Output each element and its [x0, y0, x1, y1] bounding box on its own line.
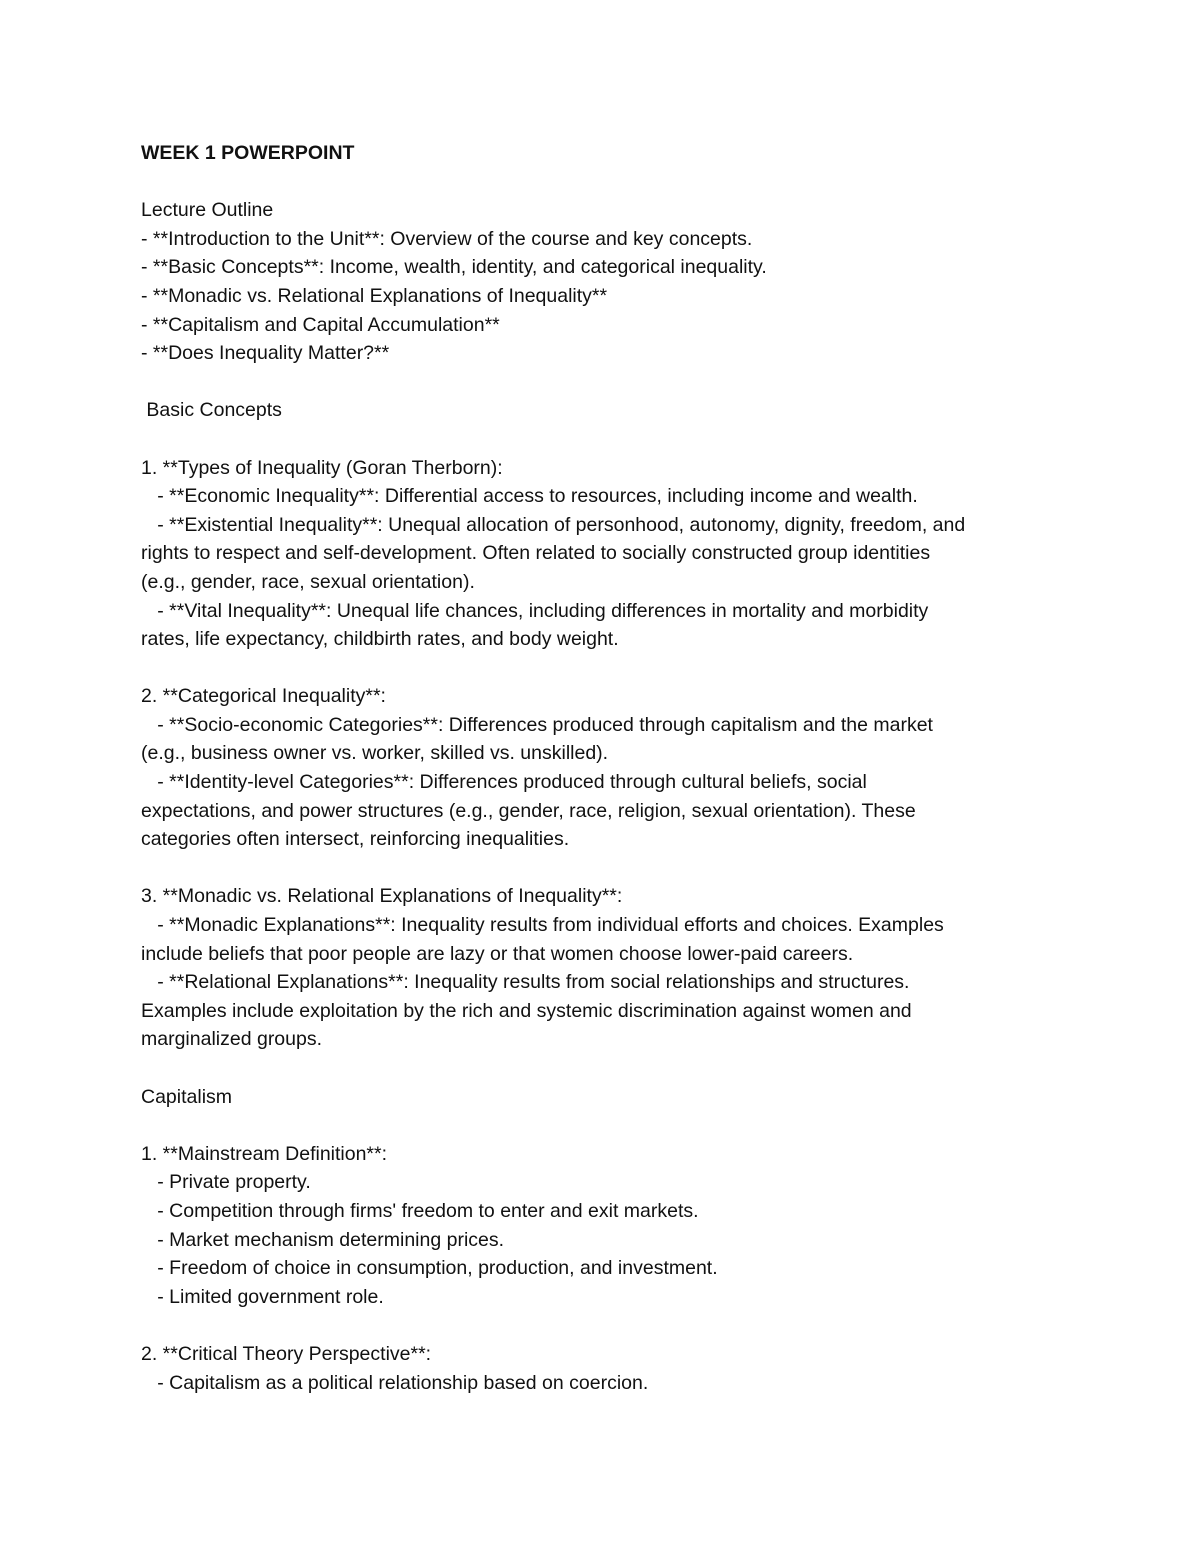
document-lines	[141, 196, 1071, 1397]
blank-line	[141, 1054, 1071, 1083]
text-line: 1. **Types of Inequality (Goran Therborn):	[141, 456, 503, 479]
spacer	[141, 168, 1071, 197]
text-line: - **Economic Inequality**: Differential access to resources, including income and wealth.	[141, 485, 918, 508]
text-line: 2. **Categorical Inequality**:	[141, 685, 386, 708]
text-line: - Private property.	[141, 1171, 311, 1194]
text-line: - **Basic Concepts**: Income, wealth, identity, and categorical inequality.	[141, 256, 767, 279]
text-line: - Freedom of choice in consumption, production, and investment.	[141, 1257, 718, 1280]
text-line: rates, life expectancy, childbirth rates, and body weight.	[141, 628, 619, 651]
text-line: - **Existential Inequality**: Unequal allocation of personhood, autonomy, dignity, freedom, and	[141, 513, 966, 536]
blank-line	[141, 368, 1071, 397]
text-line: - **Does Inequality Matter?**	[141, 342, 390, 365]
text-line: Examples include exploitation by the rich and systemic discrimination against women and	[141, 999, 912, 1022]
text-line: rights to respect and self-development. Often related to socially constructed group identities	[141, 542, 931, 565]
text-line: 1. **Mainstream Definition**:	[141, 1142, 388, 1165]
text-line: 2. **Critical Theory Perspective**:	[141, 1342, 432, 1365]
text-line: - Capitalism as a political relationship based on coercion.	[141, 1371, 649, 1394]
text-line: categories often intersect, reinforcing inequalities.	[141, 828, 570, 851]
blank-line	[141, 1111, 1071, 1140]
text-line: - **Vital Inequality**: Unequal life chances, including differences in mortality and morbidity	[141, 599, 929, 622]
text-line: - **Monadic vs. Relational Explanations of Inequality**	[141, 284, 608, 307]
blank-line	[141, 1311, 1071, 1340]
text-line: expectations, and power structures (e.g., gender, race, religion, sexual orientation). These	[141, 799, 916, 822]
text-line: - **Monadic Explanations**: Inequality results from individual efforts and choices. Examples	[141, 914, 944, 937]
text-line: - Limited government role.	[141, 1285, 384, 1308]
text-line: (e.g., gender, race, sexual orientation).	[141, 570, 475, 593]
blank-line	[141, 654, 1071, 683]
document-title: WEEK 1 POWERPOINT	[141, 142, 355, 164]
text-line: Capitalism	[141, 1085, 233, 1108]
document-body	[141, 139, 1071, 1397]
text-line: - **Capitalism and Capital Accumulation**	[141, 313, 500, 336]
text-line: Lecture Outline	[141, 199, 274, 222]
text-line: (e.g., business owner vs. worker, skilled vs. unskilled).	[141, 742, 609, 765]
text-line: marginalized groups.	[141, 1028, 323, 1051]
text-line: include beliefs that poor people are lazy or that women choose lower-paid careers.	[141, 942, 854, 965]
text-line: - **Socio-economic Categories**: Differences produced through capitalism and the market	[141, 713, 933, 736]
text-line: - Market mechanism determining prices.	[141, 1228, 505, 1251]
text-line: - **Identity-level Categories**: Differences produced through cultural beliefs, social	[141, 771, 867, 794]
text-line: - **Introduction to the Unit**: Overview of the course and key concepts.	[141, 227, 753, 250]
blank-line	[141, 854, 1071, 883]
text-line: - Competition through firms' freedom to enter and exit markets.	[141, 1199, 699, 1222]
blank-line	[141, 425, 1071, 454]
text-line: - **Relational Explanations**: Inequality results from social relationships and structures.	[141, 971, 910, 994]
text-line: 3. **Monadic vs. Relational Explanations of Inequality**:	[141, 885, 623, 908]
text-line: Basic Concepts	[141, 399, 282, 422]
